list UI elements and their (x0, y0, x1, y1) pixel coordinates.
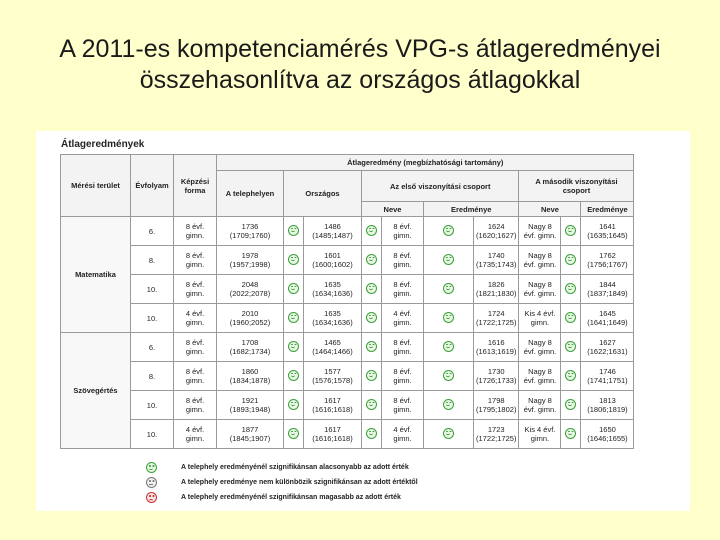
orszagos-value: 1601 (324, 251, 341, 260)
frown-red-icon (146, 492, 157, 503)
telephely-value: 1860 (241, 367, 259, 376)
smiley-green-icon (443, 399, 454, 410)
orszagos-cell (304, 246, 362, 275)
table-row (61, 304, 634, 333)
telephely-cell (217, 217, 284, 246)
telephely-value: 2048 (241, 280, 259, 289)
smiley-green-icon (565, 341, 576, 352)
smiley-green-icon (565, 399, 576, 410)
group2-value: 1762 (599, 251, 616, 260)
group1-value: 1740 (487, 251, 505, 260)
group2-value: 1844 (599, 280, 616, 289)
legend-higher (146, 490, 418, 505)
telephely-ci: (1893;1948) (229, 405, 271, 414)
group2-name: Nagy 8 évf. gimn. (523, 396, 557, 414)
group1-icon-cell (362, 391, 382, 420)
kepzesi-forma-cell (174, 420, 217, 449)
group1-icon-cell (362, 275, 382, 304)
header-meresi-terulet: Mérési terület (61, 155, 131, 217)
evfolyam-value: 6. (148, 342, 156, 352)
smiley-green-icon (288, 399, 299, 410)
telephely-ci: (1957;1998) (229, 260, 271, 269)
orszagos-value: 1617 (324, 425, 341, 434)
evfolyam-value: 6. (148, 226, 156, 236)
group2-ci: (1646;1655) (587, 434, 628, 443)
orszagos-cell (304, 304, 362, 333)
results-table (60, 154, 634, 449)
group2-ci: (1837;1849) (587, 289, 628, 298)
group2-ci: (1622;1631) (587, 347, 628, 356)
orszagos-value: 1635 (324, 309, 341, 318)
evfolyam-cell (131, 362, 174, 391)
header-eredmenye: Eredménye (424, 202, 519, 217)
group1-ci: (1735;1743) (476, 260, 517, 269)
group1-name-cell (382, 362, 424, 391)
telephely-cell (217, 246, 284, 275)
evfolyam-value: 8. (148, 255, 156, 265)
group1-name-cell (382, 304, 424, 333)
table-row (61, 391, 634, 420)
group1-icon2-cell (424, 275, 474, 304)
smiley-green-icon (565, 312, 576, 323)
group2-icon-cell (561, 420, 581, 449)
forma-value: 8 évf. gimn. (185, 222, 205, 240)
telephely-value: 1978 (241, 251, 259, 260)
group1-icon2-cell (424, 246, 474, 275)
evfolyam-cell (131, 333, 174, 362)
neutral-face-icon (146, 477, 157, 488)
telephely-cell (217, 275, 284, 304)
orszagos-cell (304, 333, 362, 362)
group2-name-cell (519, 217, 561, 246)
orszagos-icon-cell (284, 333, 304, 362)
evfolyam-value: 10. (146, 400, 158, 410)
group1-ci: (1821;1830) (476, 289, 517, 298)
group1-ci: (1722;1725) (476, 434, 517, 443)
group1-name: 8 évf. gimn. (393, 338, 412, 356)
legend-same (146, 475, 418, 490)
group1-result-cell (474, 333, 519, 362)
panel-heading: Átlageredmények (61, 139, 145, 150)
orszagos-icon-cell (284, 420, 304, 449)
kepzesi-forma-cell (174, 275, 217, 304)
group2-name-cell (519, 362, 561, 391)
forma-value: 8 évf. gimn. (185, 338, 205, 356)
telephely-cell (217, 333, 284, 362)
table-row (61, 275, 634, 304)
evfolyam-value: 10. (146, 313, 158, 323)
group1-icon2-cell (424, 362, 474, 391)
group1-name-cell (382, 217, 424, 246)
orszagos-icon-cell (284, 246, 304, 275)
telephely-cell (217, 420, 284, 449)
orszagos-value: 1577 (324, 367, 341, 376)
orszagos-value: 1465 (324, 338, 341, 347)
results-body (61, 217, 634, 449)
evfolyam-value: 8. (148, 371, 156, 381)
group2-name-cell (519, 275, 561, 304)
group1-result-cell (474, 217, 519, 246)
group2-name: Nagy 8 évf. gimn. (523, 367, 557, 385)
orszagos-ci: (1634;1636) (312, 318, 353, 327)
group2-ci: (1641;1649) (587, 318, 628, 327)
smiley-green-icon (288, 225, 299, 236)
header-orszagos: Országos (284, 171, 362, 217)
group2-name: Nagy 8 évf. gimn. (523, 251, 557, 269)
group2-result-cell (581, 362, 634, 391)
orszagos-icon-cell (284, 362, 304, 391)
smiley-green-icon (366, 341, 377, 352)
orszagos-cell (304, 391, 362, 420)
telephely-cell (217, 304, 284, 333)
evfolyam-cell (131, 304, 174, 333)
group2-result-cell (581, 391, 634, 420)
header-evfolyam: Évfolyam (131, 155, 174, 217)
table-row (61, 362, 634, 391)
orszagos-ci: (1616;1618) (312, 405, 353, 414)
forma-value: 4 évf. gimn. (185, 309, 205, 327)
slide-title-line1: A 2011-es kompetenciamérés VPG-s átlageredményei (59, 35, 661, 63)
group2-name-cell (519, 246, 561, 275)
smiley-green-icon (443, 428, 454, 439)
forma-value: 8 évf. gimn. (185, 251, 205, 269)
smiley-green-icon (443, 312, 454, 323)
smiley-green-icon (366, 254, 377, 265)
category-label: Szövegértés (73, 386, 118, 395)
orszagos-icon-cell (284, 275, 304, 304)
orszagos-ci: (1464;1466) (312, 347, 353, 356)
smiley-green-icon (288, 428, 299, 439)
orszagos-icon-cell (284, 391, 304, 420)
header-neve: Neve (362, 202, 424, 217)
group1-name: 8 évf. gimn. (393, 251, 412, 269)
orszagos-value: 1635 (324, 280, 341, 289)
group1-icon2-cell (424, 217, 474, 246)
group1-ci: (1620;1627) (476, 231, 517, 240)
header-eredmenye-2: Eredménye (581, 202, 634, 217)
kepzesi-forma-cell (174, 362, 217, 391)
results-panel (36, 131, 690, 511)
kepzesi-forma-cell (174, 391, 217, 420)
group2-icon-cell (561, 391, 581, 420)
group1-name: 4 évf. gimn. (393, 309, 412, 327)
group1-value: 1723 (487, 425, 505, 434)
group1-result-cell (474, 391, 519, 420)
group2-value: 1813 (599, 396, 616, 405)
group1-value: 1730 (487, 367, 505, 376)
telephely-ci: (1960;2052) (229, 318, 271, 327)
group1-icon2-cell (424, 391, 474, 420)
group2-name: Nagy 8 évf. gimn. (523, 338, 557, 356)
smiley-green-icon (288, 341, 299, 352)
table-row (61, 246, 634, 275)
smiley-green-icon (565, 370, 576, 381)
group2-result-cell (581, 275, 634, 304)
smiley-green-icon (288, 254, 299, 265)
group1-icon2-cell (424, 333, 474, 362)
group2-name: Kis 4 évf. gimn. (524, 309, 556, 327)
group2-name-cell (519, 391, 561, 420)
group2-ci: (1756;1767) (587, 260, 628, 269)
group2-icon-cell (561, 304, 581, 333)
smiley-green-icon (443, 283, 454, 294)
telephely-value: 1921 (241, 396, 259, 405)
orszagos-ci: (1576;1578) (312, 376, 353, 385)
group1-icon-cell (362, 217, 382, 246)
group1-name: 8 évf. gimn. (393, 396, 412, 414)
group2-icon-cell (561, 246, 581, 275)
smiley-green-icon (443, 370, 454, 381)
telephely-ci: (1682;1734) (229, 347, 271, 356)
smiley-green-icon (366, 312, 377, 323)
smiley-green-icon (288, 283, 299, 294)
table-row (61, 217, 634, 246)
evfolyam-cell (131, 246, 174, 275)
group2-name-cell (519, 333, 561, 362)
telephely-value: 1877 (241, 425, 259, 434)
orszagos-ci: (1485;1487) (312, 231, 353, 240)
group1-name-cell (382, 420, 424, 449)
evfolyam-cell (131, 275, 174, 304)
smiley-green-icon (443, 225, 454, 236)
legend-lower-text: A telephely eredményénél szignifikánsan alacsonyabb az adott érték (181, 464, 409, 471)
group1-icon-cell (362, 420, 382, 449)
group2-icon-cell (561, 333, 581, 362)
group1-name: 8 évf. gimn. (393, 280, 412, 298)
orszagos-cell (304, 420, 362, 449)
evfolyam-cell (131, 420, 174, 449)
orszagos-cell (304, 362, 362, 391)
telephely-value: 1736 (241, 222, 259, 231)
group1-value: 1798 (487, 396, 505, 405)
group1-name-cell (382, 246, 424, 275)
group2-value: 1645 (599, 309, 616, 318)
kepzesi-forma-cell (174, 246, 217, 275)
group1-name: 4 évf. gimn. (393, 425, 412, 443)
smiley-green-icon (366, 428, 377, 439)
telephely-value: 1708 (241, 338, 259, 347)
kepzesi-forma-cell (174, 333, 217, 362)
smiley-green-icon (565, 225, 576, 236)
group1-name-cell (382, 275, 424, 304)
group1-result-cell (474, 304, 519, 333)
group1-icon-cell (362, 362, 382, 391)
group2-icon-cell (561, 217, 581, 246)
group2-value: 1627 (599, 338, 616, 347)
group2-ci: (1635;1645) (587, 231, 628, 240)
forma-value: 8 évf. gimn. (185, 280, 205, 298)
group1-name-cell (382, 391, 424, 420)
group2-result-cell (581, 304, 634, 333)
telephely-ci: (1845;1907) (229, 434, 271, 443)
smiley-green-icon (565, 283, 576, 294)
group1-name-cell (382, 333, 424, 362)
slide-title-line2: összehasonlítva az országos átlagokkal (139, 66, 581, 94)
group2-value: 1641 (599, 222, 616, 231)
header-neve-2: Neve (519, 202, 581, 217)
smiley-green-icon (288, 370, 299, 381)
category-matematika (61, 217, 131, 333)
group1-value: 1616 (487, 338, 505, 347)
telephely-cell (217, 391, 284, 420)
smiley-green-icon (366, 225, 377, 236)
orszagos-cell (304, 275, 362, 304)
orszagos-cell (304, 217, 362, 246)
smiley-green-icon (443, 254, 454, 265)
evfolyam-cell (131, 391, 174, 420)
group2-result-cell (581, 333, 634, 362)
group2-ci: (1741;1751) (587, 376, 628, 385)
orszagos-value: 1617 (324, 396, 341, 405)
header-telephelyen: A telephelyen (217, 171, 284, 217)
smiley-green-icon (366, 370, 377, 381)
slide-title (20, 34, 700, 96)
header-atlageredmeny: Átlageredmény (megbízhatósági tartomány) (217, 155, 634, 171)
telephely-value: 2010 (241, 309, 259, 318)
group1-result-cell (474, 362, 519, 391)
group1-value: 1724 (487, 309, 505, 318)
group1-icon-cell (362, 304, 382, 333)
orszagos-ci: (1616;1618) (312, 434, 353, 443)
group1-value: 1624 (487, 222, 505, 231)
category-szovegertes (61, 333, 131, 449)
group1-result-cell (474, 275, 519, 304)
header-masodik-csoport: A második viszonyítási csoport (519, 171, 634, 202)
kepzesi-forma-cell (174, 304, 217, 333)
category-label: Matematika (75, 270, 116, 279)
group1-name: 8 évf. gimn. (393, 367, 412, 385)
group2-value: 1650 (599, 425, 616, 434)
legend (146, 460, 418, 505)
smiley-green-icon (288, 312, 299, 323)
legend-lower (146, 460, 418, 475)
group1-ci: (1722;1725) (476, 318, 517, 327)
group2-name: Kis 4 évf. gimn. (524, 425, 556, 443)
smiley-green-icon (443, 341, 454, 352)
kepzesi-forma-cell (174, 217, 217, 246)
group2-value: 1746 (599, 367, 616, 376)
telephely-ci: (1709;1760) (229, 231, 271, 240)
orszagos-ci: (1600;1602) (312, 260, 353, 269)
smiley-green-icon (366, 399, 377, 410)
group1-ci: (1795;1802) (476, 405, 517, 414)
group1-result-cell (474, 246, 519, 275)
telephely-ci: (2022;2078) (229, 289, 271, 298)
group2-name-cell (519, 420, 561, 449)
smiley-green-icon (565, 428, 576, 439)
forma-value: 8 évf. gimn. (185, 367, 205, 385)
evfolyam-value: 10. (146, 284, 158, 294)
group1-icon-cell (362, 246, 382, 275)
group1-icon2-cell (424, 420, 474, 449)
group2-result-cell (581, 246, 634, 275)
group2-name: Nagy 8 évf. gimn. (523, 280, 557, 298)
smiley-green-icon (146, 462, 157, 473)
group1-name: 8 évf. gimn. (393, 222, 412, 240)
evfolyam-value: 10. (146, 429, 158, 439)
telephely-cell (217, 362, 284, 391)
smiley-green-icon (366, 283, 377, 294)
orszagos-icon-cell (284, 304, 304, 333)
legend-higher-text: A telephely eredményénél szignifikánsan magasabb az adott érték (181, 494, 401, 501)
group1-value: 1826 (487, 280, 505, 289)
group1-icon2-cell (424, 304, 474, 333)
telephely-ci: (1834;1878) (229, 376, 271, 385)
smiley-green-icon (565, 254, 576, 265)
orszagos-icon-cell (284, 217, 304, 246)
orszagos-ci: (1634;1636) (312, 289, 353, 298)
group2-result-cell (581, 420, 634, 449)
group2-icon-cell (561, 362, 581, 391)
evfolyam-cell (131, 217, 174, 246)
forma-value: 8 évf. gimn. (185, 396, 205, 414)
header-kepzesi-forma: Képzési forma (174, 155, 217, 217)
group2-name-cell (519, 304, 561, 333)
group2-name: Nagy 8 évf. gimn. (523, 222, 557, 240)
table-row (61, 420, 634, 449)
group2-icon-cell (561, 275, 581, 304)
legend-same-text: A telephely eredménye nem különbözik szignifikánsan az adott értéktől (181, 479, 418, 486)
group2-ci: (1806;1819) (587, 405, 628, 414)
orszagos-value: 1486 (324, 222, 341, 231)
forma-value: 4 évf. gimn. (185, 425, 205, 443)
group1-ci: (1613;1619) (476, 347, 517, 356)
group1-ci: (1726;1733) (476, 376, 517, 385)
header-elso-csoport: Az első viszonyítási csoport (362, 171, 519, 202)
group1-result-cell (474, 420, 519, 449)
group1-icon-cell (362, 333, 382, 362)
table-row (61, 333, 634, 362)
group2-result-cell (581, 217, 634, 246)
